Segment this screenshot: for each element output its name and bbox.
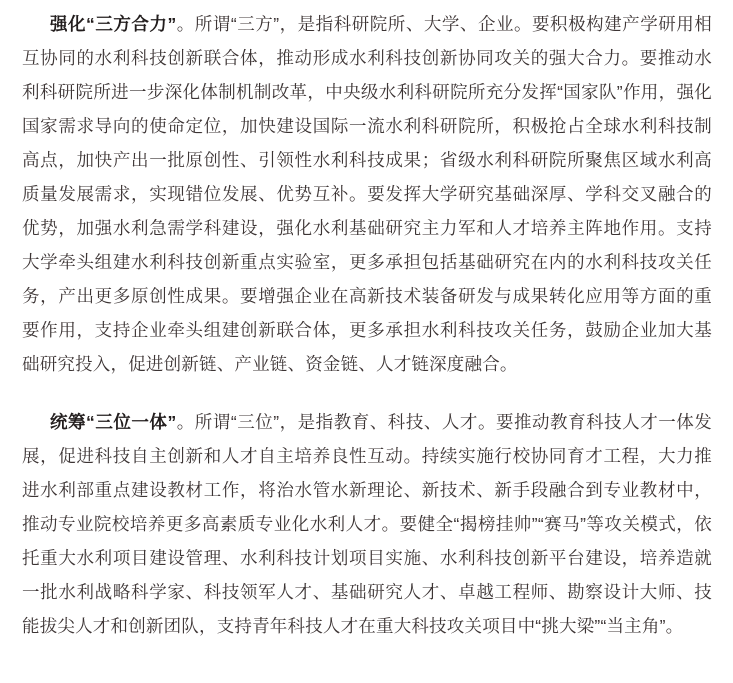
- paragraph-lead-bold: 强化“三方合力”: [50, 14, 177, 34]
- paragraph-lead-bold: 统筹“三位一体”: [50, 412, 177, 432]
- paragraph: [22, 7, 712, 381]
- paragraph-text: 。所谓“三方”，是指科研院所、大学、企业。要积极构建产学研用相互协同的水利科技创新联合体，推动形成水利科技创新协同攻关的强大合力。要推动水利科研院所进一步深化体制机制改革，中央级水利科研院所充分发挥“国家队”作用，强化国家需求导向的使命定位，加快建设国际一流水利科研院所，积极抢占全球水利科技制高点，加快产出一批原创性、引领性水利科技成果；省级水利科研院所聚焦区域水利高质量发展需求，实现错位发展、优势互补。要发挥大学研究基础深厚、学科交叉融合的优势，加强水利急需学科建设，强化水利基础研究主力军和人才培养主阵地作用。支持大学牵头组建水利科技创新重点实验室，更多承担包括基础研究在内的水利科技攻关任务，产出更多原创性成果。要增强企业在高新技术装备研发与成果转化应用等方面的重要作用，支持企业牵头组建创新联合体，更多承担水利科技攻关任务，鼓励企业加大基础研究投入，促进创新链、产业链、资金链、人才链深度融合。: [22, 14, 712, 374]
- paragraph-text: 。所谓“三位”，是指教育、科技、人才。要推动教育科技人才一体发展，促进科技自主创新和人才自主培养良性互动。持续实施行校协同育才工程，大力推进水利部重点建设教材工作，将治水管水新理论、新技术、新手段融合到专业教材中，推动专业院校培养更多高素质专业化水利人才。要健全“揭榜挂帅”“赛马”等攻关模式，依托重大水利项目建设管理、水利科技计划项目实施、水利科技创新平台建设，培养造就一批水利战略科学家、科技领军人才、基础研究人才、卓越工程师、勘察设计大师、技能拔尖人才和创新团队，支持青年科技人才在重大科技攻关项目中“挑大梁”“当主角”。: [22, 412, 712, 636]
- paragraph: [22, 405, 712, 643]
